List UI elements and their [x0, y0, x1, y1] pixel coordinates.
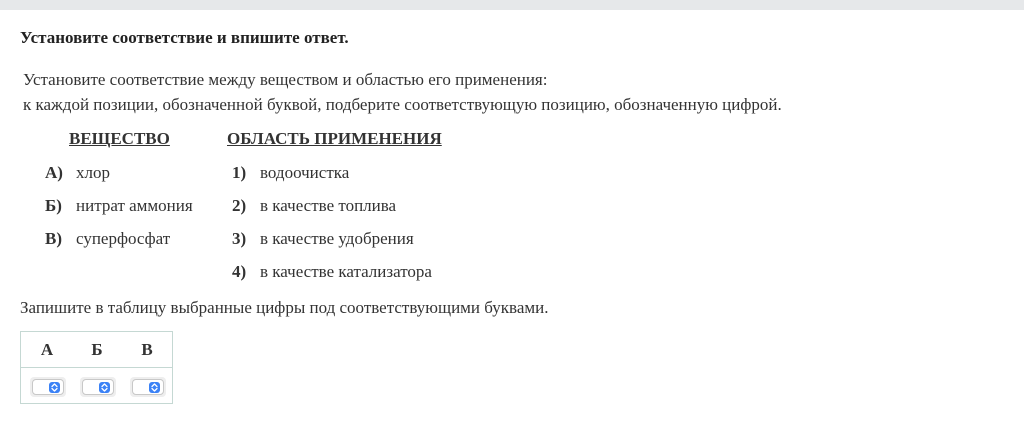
application-item-4	[232, 262, 432, 282]
application-label: в качестве катализатора	[260, 262, 432, 281]
application-marker: 4)	[232, 262, 247, 281]
updown-chevron-icon	[49, 382, 60, 393]
substance-label: суперфосфат	[76, 229, 171, 248]
substance-marker: Б)	[45, 196, 62, 215]
select-field[interactable]	[132, 379, 164, 395]
substance-marker: А)	[45, 163, 63, 182]
answer-select-v[interactable]	[130, 377, 166, 397]
answer-instruction: Запишите в таблицу выбранные цифры под соответствующими буквами.	[20, 298, 549, 317]
top-bar	[0, 0, 1024, 10]
application-label: водоочистка	[260, 163, 350, 182]
task-text-line-1: Установите соответствие между веществом и областью его применения:	[23, 70, 548, 89]
application-column-header: ОБЛАСТЬ ПРИМЕНЕНИЯ	[227, 129, 442, 148]
updown-chevron-icon	[99, 382, 110, 393]
answer-select-a[interactable]	[30, 377, 66, 397]
substance-item-v	[45, 229, 170, 249]
application-marker: 3)	[232, 229, 247, 248]
answer-letter-b: Б	[91, 340, 103, 359]
application-label: в качестве удобрения	[260, 229, 414, 248]
application-item-3	[232, 229, 414, 249]
select-field[interactable]	[32, 379, 64, 395]
application-marker: 1)	[232, 163, 247, 182]
substance-column-header: ВЕЩЕСТВО	[69, 129, 170, 148]
select-field[interactable]	[82, 379, 114, 395]
substance-label: хлор	[76, 163, 110, 182]
application-label: в качестве топлива	[260, 196, 397, 215]
answer-select-b[interactable]	[80, 377, 116, 397]
answer-table	[20, 331, 173, 404]
substance-label: нитрат аммония	[76, 196, 193, 215]
application-item-2	[232, 196, 396, 216]
answer-letter-v: В	[141, 340, 153, 359]
updown-chevron-icon	[149, 382, 160, 393]
substance-marker: В)	[45, 229, 62, 248]
task-text-line-2: к каждой позиции, обозначенной буквой, подберите соответствующую позицию, обозначенную цифрой.	[23, 95, 782, 114]
answer-letter-a: А	[40, 340, 54, 359]
answer-table-header	[21, 332, 172, 368]
application-item-1	[232, 163, 349, 183]
application-marker: 2)	[232, 196, 247, 215]
substance-item-a	[45, 163, 110, 183]
task-heading: Установите соответствие и впишите ответ.	[20, 28, 349, 47]
substance-item-b	[45, 196, 193, 216]
